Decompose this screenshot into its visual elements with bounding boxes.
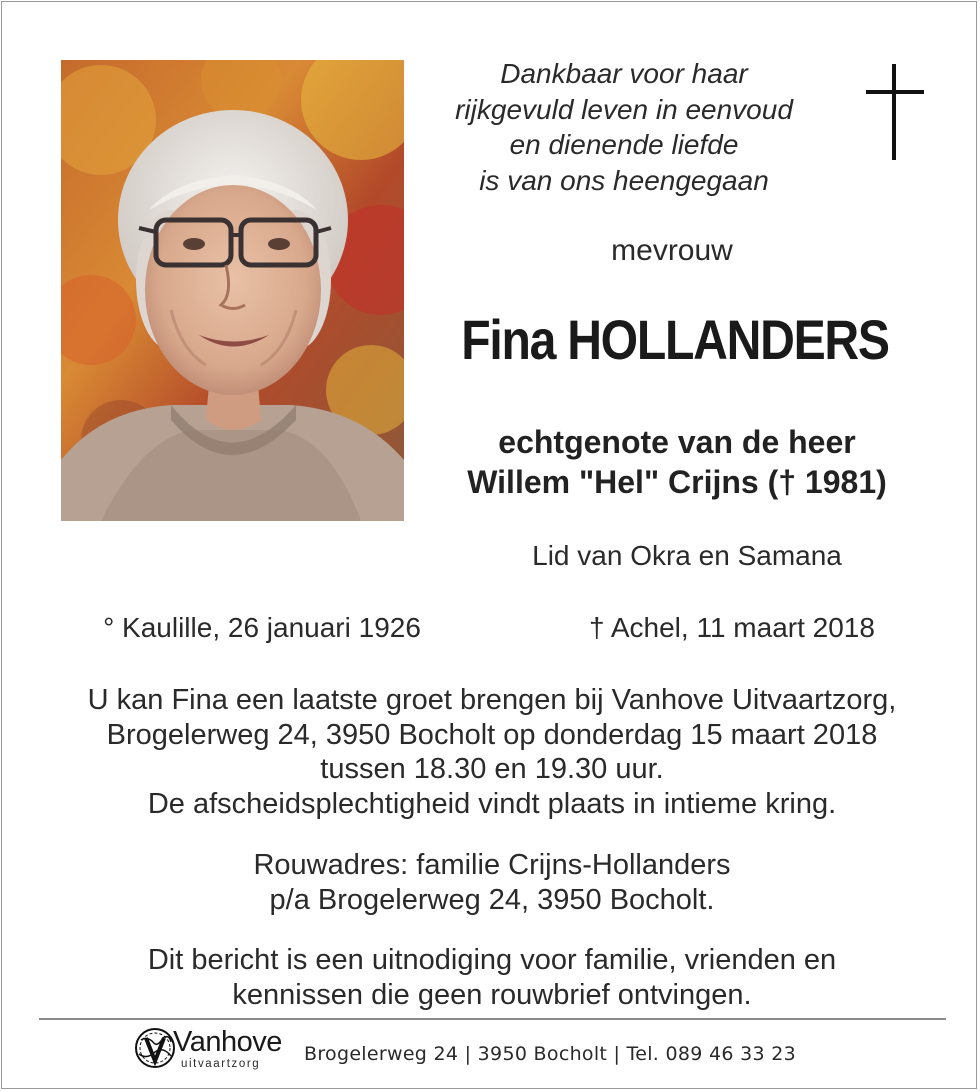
poem-line: rijkgevuld leven in eenvoud xyxy=(455,93,793,125)
spouse-info xyxy=(412,422,942,502)
visitation-line: tussen 18.30 en 19.30 uur. xyxy=(320,753,664,785)
address-line: Rouwadres: familie Crijns-Hollanders xyxy=(253,849,731,881)
spouse-line: echtgenote van de heer xyxy=(498,424,856,460)
address-line: p/a Brogelerweg 24, 3950 Bocholt. xyxy=(269,883,715,916)
footer-address: Brogelerweg 24 | 3950 Bocholt | Tel. 089 46 33 23 xyxy=(304,1043,796,1065)
mourning-address xyxy=(22,848,962,917)
spouse-line: Willem "Hel" Crijns († 1981) xyxy=(467,464,887,500)
vanhove-logo xyxy=(133,1026,293,1074)
poem-line: en dienende liefde xyxy=(509,129,739,160)
portrait-illustration xyxy=(61,60,404,521)
death-info: † Achel, 11 maart 2018 xyxy=(589,612,875,643)
vanhove-v-logo-icon xyxy=(133,1026,177,1070)
membership-text: Lid van Okra en Samana xyxy=(532,540,842,571)
poem-line: is van ons heengegaan xyxy=(479,164,769,196)
logo-name: Vanhove xyxy=(173,1026,282,1058)
visitation-line: De afscheidsplechtigheid vindt plaats in intieme kring. xyxy=(147,787,837,820)
poem-line: Dankbaar voor haar xyxy=(500,58,748,89)
visitation-line: U kan Fina een laatste groet brengen bij Vanhove Uitvaartzorg, xyxy=(87,684,897,716)
notice-line: Dit bericht is een uitnodiging voor familie, vrienden en xyxy=(147,944,837,976)
invitation-notice xyxy=(22,943,962,1012)
birth-info: ° Kaulille, 26 januari 1926 xyxy=(103,612,421,643)
notice-line: kennissen die geen rouwbrief ontvingen. xyxy=(232,978,752,1011)
visitation-line: Brogelerweg 24, 3950 Bocholt op donderdag 15 maart 2018 xyxy=(106,718,878,751)
footer-divider xyxy=(39,1018,946,1020)
latin-cross-icon xyxy=(866,64,924,160)
obituary-card xyxy=(1,1,977,1089)
visitation-info xyxy=(22,683,962,821)
logo-subtitle: uitvaartzorg xyxy=(181,1058,261,1070)
deceased-name: Fina HOLLANDERS xyxy=(461,308,889,371)
honorific-title: mevrouw xyxy=(611,234,733,267)
portrait-photo xyxy=(61,60,404,521)
memorial-poem xyxy=(404,56,844,198)
